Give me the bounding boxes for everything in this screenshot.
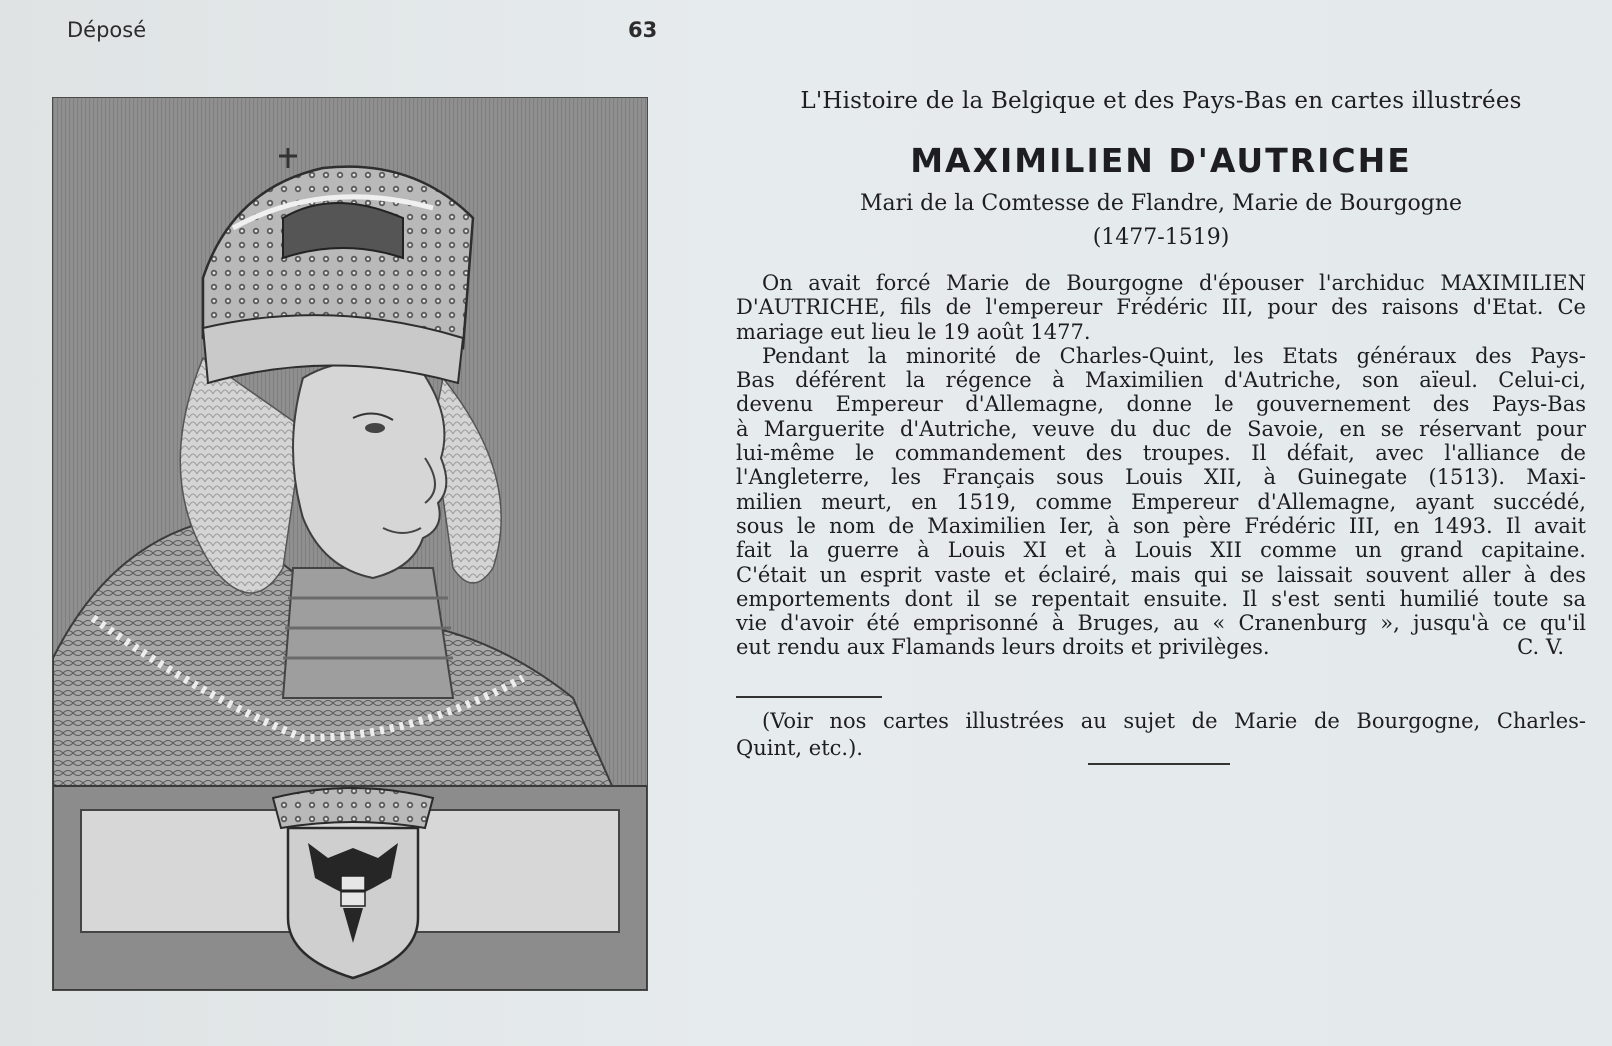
body-line: Bas déférent la régence à Maximilien d'Autriche, son aïeul. Celui-ci, <box>736 368 1586 393</box>
body-line: fait la guerre à Louis XI et à Louis XII comme un grand capitaine. <box>736 538 1586 563</box>
depose-label: Déposé <box>67 18 147 42</box>
body-line-final <box>736 635 1586 659</box>
divider <box>1088 763 1230 765</box>
divider <box>736 696 882 698</box>
body-line: D'AUTRICHE, fils de l'empereur Frédéric III, pour des raisons d'Etat. Ce <box>736 295 1586 320</box>
page-number: 63 <box>628 18 658 42</box>
note-text <box>736 708 1586 762</box>
page-title: MAXIMILIEN D'AUTRICHE <box>910 141 1412 180</box>
series-title: L'Histoire de la Belgique et des Pays-Bas en cartes illustrées <box>800 88 1522 114</box>
body-line: devenu Empereur d'Allemagne, donne le gouvernement des Pays-Bas <box>736 392 1586 417</box>
body-line: eut rendu aux Flamands leurs droits et privilèges. <box>736 635 1270 660</box>
body-line: milien meurt, en 1519, comme Empereur d'Allemagne, ayant succédé, <box>736 489 1586 514</box>
note-line: Quint, etc.). <box>736 736 863 760</box>
body-line: On avait forcé Marie de Bourgogne d'épouser l'archiduc MAXIMILIEN <box>762 271 1586 295</box>
body-line: vie d'avoir été emprisonné à Bruges, au « Cranenburg », jusqu'à ce qu'il <box>736 611 1586 636</box>
body-line: à Marguerite d'Autriche, veuve du duc de Savoie, en se réservant pour <box>736 416 1586 441</box>
body-line: Pendant la minorité de Charles-Quint, les Etats généraux des Pays- <box>762 343 1586 368</box>
note-line: (Voir nos cartes illustrées au sujet de Marie de Bourgogne, Charles- <box>762 709 1586 733</box>
body-text <box>736 271 1586 660</box>
body-line: mariage eut lieu le 19 août 1477. <box>736 319 1091 344</box>
portrait-engraving <box>52 97 648 991</box>
dates: (1477-1519) <box>1092 225 1230 250</box>
portrait-illustration <box>53 98 647 990</box>
subtitle: Mari de la Comtesse de Flandre, Marie de Bourgogne <box>859 191 1463 216</box>
body-line: emportements dont il se repentait ensuite. Il s'est senti humilié toute sa <box>736 586 1586 611</box>
body-line: l'Angleterre, les Français sous Louis XII, à Guinegate (1513). Maxi- <box>736 465 1586 490</box>
body-line: sous le nom de Maximilien Ier, à son père Frédéric III, en 1493. Il avait <box>736 513 1586 538</box>
signature: C. V. <box>1517 635 1564 660</box>
body-line: C'était un esprit vaste et éclairé, mais qui se laissait souvent aller à des <box>736 562 1586 587</box>
body-line: lui-même le commandement des troupes. Il défait, avec l'alliance de <box>736 441 1586 466</box>
